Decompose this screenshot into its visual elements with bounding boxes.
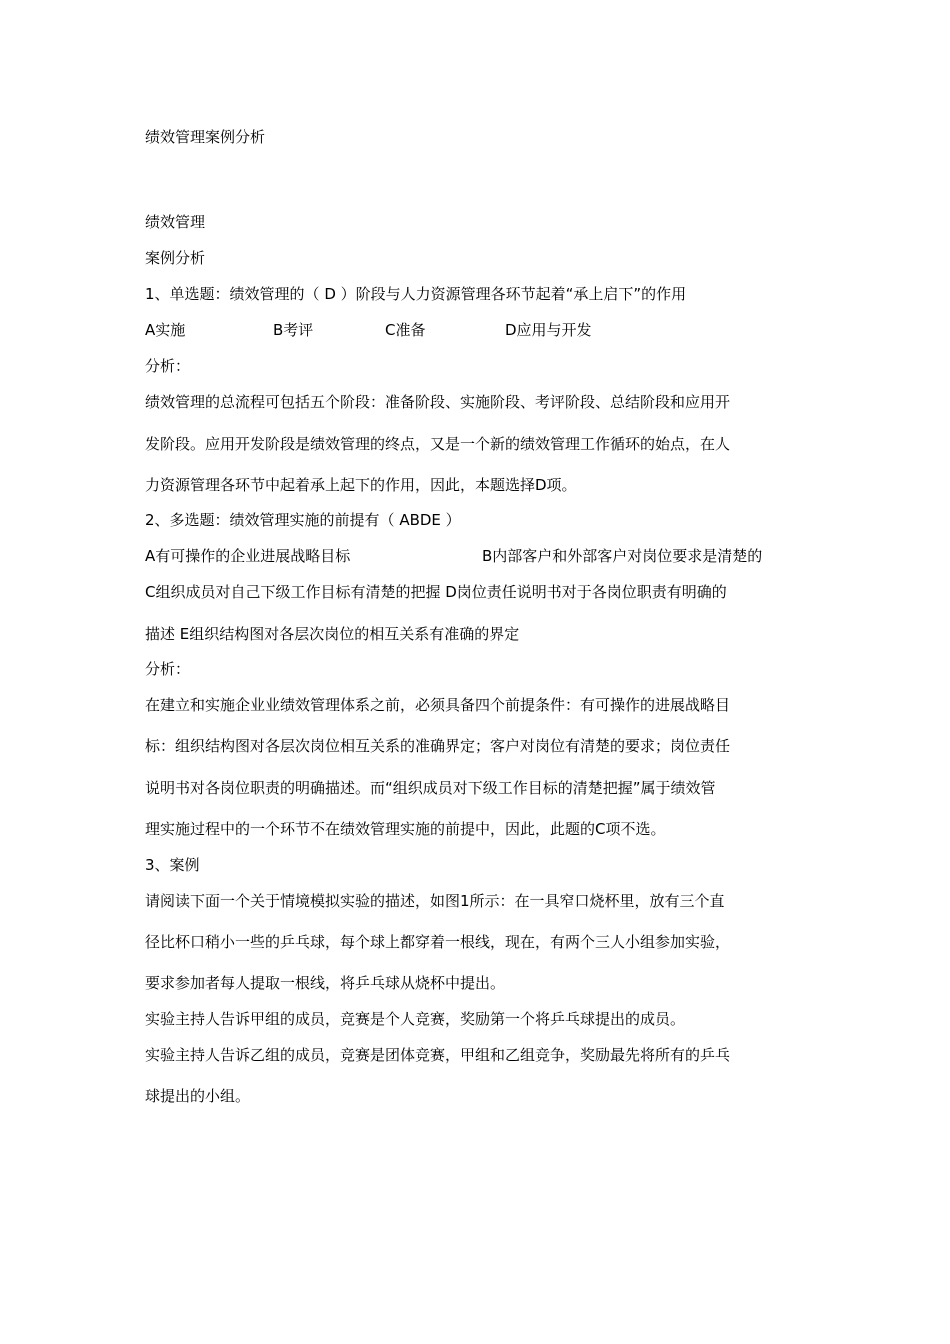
q2-analysis-line: 标：组织结构图对各层次岗位相互关系的准确界定；客户对岗位有清楚的要求；岗位责任 [145, 737, 731, 755]
q3-paragraph-line: 实验主持人告诉乙组的成员，竞赛是团体竞赛，甲组和乙组竞争，奖励最先将所有的乒乓 [145, 1046, 731, 1064]
q3-paragraph-line: 径比杯口稍小一些的乒乓球，每个球上都穿着一根线，现在，有两个三人小组参加实验， [145, 933, 731, 951]
q3-paragraph-line: 球提出的小组。 [145, 1087, 251, 1105]
q3-heading: 3、案例 [145, 856, 200, 874]
q2-options-line: C组织成员对自己下级工作目标有清楚的把握 D岗位责任说明书对于各岗位职责有明确的 [145, 583, 727, 601]
q1-option-b: B考评 [273, 321, 314, 339]
q2-stem: 2、多选题：绩效管理实施的前提有（ ABDE ） [145, 511, 461, 529]
q3-paragraph-line: 请阅读下面一个关于情境模拟实验的描述，如图1所示：在一具窄口烧杯里，放有三个直 [145, 892, 725, 910]
q3-paragraph-line: 要求参加者每人提取一根线，将乒乓球从烧杯中提出。 [145, 974, 506, 992]
heading-performance-management: 绩效管理 [145, 213, 206, 231]
q1-analysis-line: 力资源管理各环节中起着承上起下的作用，因此，本题选择D项。 [145, 476, 577, 494]
heading-case-analysis: 案例分析 [145, 249, 206, 267]
q1-option-d: D应用与开发 [505, 321, 592, 339]
q2-analysis-line: 理实施过程中的一个环节不在绩效管理实施的前提中，因此，此题的C项不选。 [145, 820, 666, 838]
q2-analysis-line: 说明书对各岗位职责的明确描述。而“组织成员对下级工作目标的清楚把握”属于绩效管 [145, 779, 716, 797]
q1-option-c: C准备 [385, 321, 426, 339]
q2-analysis-label: 分析： [145, 660, 191, 678]
q1-analysis-line: 绩效管理的总流程可包括五个阶段：准备阶段、实施阶段、考评阶段、总结阶段和应用开 [145, 393, 731, 411]
q2-options-line: 描述 E组织结构图对各层次岗位的相互关系有准确的界定 [145, 625, 520, 643]
q2-analysis-line: 在建立和实施企业业绩效管理体系之前，必须具备四个前提条件：有可操作的进展战略目 [145, 696, 731, 714]
q1-analysis-line: 发阶段。应用开发阶段是绩效管理的终点，又是一个新的绩效管理工作循环的始点，在人 [145, 435, 731, 453]
q2-option-a: A有可操作的企业进展战略目标 [145, 547, 351, 565]
document-title: 绩效管理案例分析 [145, 128, 266, 146]
q1-option-a: A实施 [145, 321, 186, 339]
q1-analysis-label: 分析： [145, 357, 191, 375]
q3-paragraph-line: 实验主持人告诉甲组的成员，竞赛是个人竞赛，奖励第一个将乒乓球提出的成员。 [145, 1010, 686, 1028]
q1-stem: 1、单选题：绩效管理的（ D ）阶段与人力资源管理各环节起着“承上启下”的作用 [145, 285, 687, 303]
q2-option-b: B内部客户和外部客户对岗位要求是清楚的 [482, 547, 763, 565]
